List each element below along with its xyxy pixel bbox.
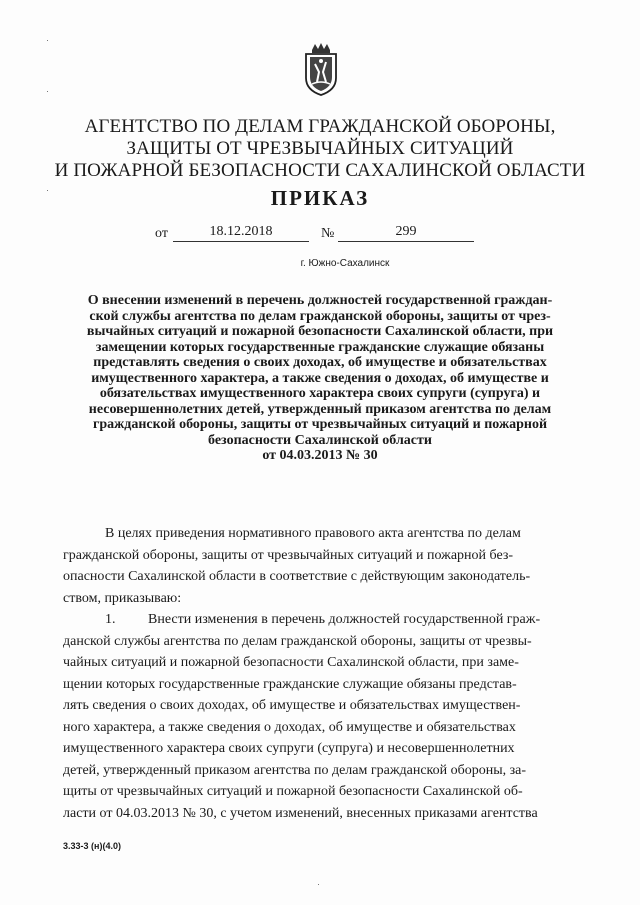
body-line: щиты от чрезвычайных ситуаций и пожарной безопасности Сахалинской об-	[63, 784, 523, 799]
agency-line: АГЕНТСТВО ПО ДЕЛАМ ГРАЖДАНСКОЙ ОБОРОНЫ,	[84, 116, 556, 137]
date-number-row	[0, 224, 640, 248]
agency-line: И ПОЖАРНОЙ БЕЗОПАСНОСТИ САХАЛИНСКОЙ ОБЛАСТИ	[54, 160, 586, 181]
date-label: от	[155, 226, 168, 241]
title-line: имущественного характера, а также сведения о доходах, об имуществе и	[91, 370, 549, 386]
item-text: Внести изменения в перечень должностей государственной граж-	[148, 612, 541, 627]
title-line: замещении которых государственные гражданские служащие обязаны	[95, 339, 545, 355]
order-title	[60, 293, 580, 464]
sakhalin-coat-of-arms-icon	[302, 42, 340, 96]
scan-speck	[318, 884, 319, 885]
number-label: №	[321, 226, 335, 241]
title-line: гражданской обороны, защиты от чрезвычайных ситуаций и пожарной	[92, 417, 548, 432]
scan-speck	[47, 40, 48, 41]
order-body	[63, 523, 577, 824]
body-line: опасности Сахалинской области в соответствие с действующим законодатель-	[63, 569, 531, 584]
title-line: представлять сведения о своих доходах, об имуществе и обязательствах	[93, 355, 547, 370]
body-line: ного характера, а также сведения о доходах, об имуществе и обязательствах	[63, 719, 516, 735]
title-line: несовершеннолетних детей, утвержденный приказом агентства по делам	[88, 401, 552, 417]
scan-speck	[47, 190, 48, 191]
agency-name	[40, 116, 600, 182]
title-line: ской службы агентства по делам гражданской обороны, защиты от чрез-	[89, 308, 551, 324]
body-line: В целях приведения нормативного правового акта агентства по делам	[105, 526, 521, 541]
body-line: лять сведения о своих доходах, об имуществе и обязательствах имуществен-	[63, 698, 521, 713]
title-line: О внесении изменений в перечень должностей государственной граждан-	[87, 293, 553, 308]
item-number: 1.	[105, 612, 116, 627]
body-line: ством, приказываю:	[63, 590, 182, 606]
body-line: данской службы агентства по делам гражданской обороны, защиты от чрезвы-	[63, 633, 532, 649]
body-line: ласти от 04.03.2013 № 30, с учетом изменений, внесенных приказами агентства	[63, 805, 538, 821]
body-line: детей, утвержденный приказом агентства по делам гражданской обороны, за-	[63, 762, 527, 778]
body-line: чайных ситуаций и пожарной безопасности Сахалинской области, при заме-	[63, 655, 519, 670]
scan-speck	[47, 91, 48, 92]
title-line: вычайных ситуаций и пожарной безопасности Сахалинской области, при	[86, 324, 554, 339]
document-date: 18.12.2018	[173, 224, 309, 242]
title-line: обязательствах имущественного характера своих супруги (супруга) и	[99, 386, 541, 401]
form-code: 3.33-3 (н)(4.0)	[63, 841, 121, 851]
body-line: гражданской обороны, защиты от чрезвычайных ситуаций и пожарной без-	[63, 547, 514, 563]
agency-line: ЗАЩИТЫ ОТ ЧРЕЗВЫЧАЙНЫХ СИТУАЦИЙ	[126, 138, 514, 159]
body-line: имущественного характера своих супруги (супруга) и несовершеннолетних	[63, 741, 515, 756]
item-first-line	[63, 609, 577, 631]
city-location: г. Южно-Сахалинск	[300, 258, 390, 269]
body-line: щении которых государственные гражданские служащие обязаны представ-	[63, 676, 517, 692]
document-type-heading: ПРИКАЗ	[270, 186, 370, 210]
title-line: от 04.03.2013 № 30	[262, 448, 378, 463]
title-line: безопасности Сахалинской области	[208, 432, 432, 448]
document-number: 299	[338, 224, 474, 242]
